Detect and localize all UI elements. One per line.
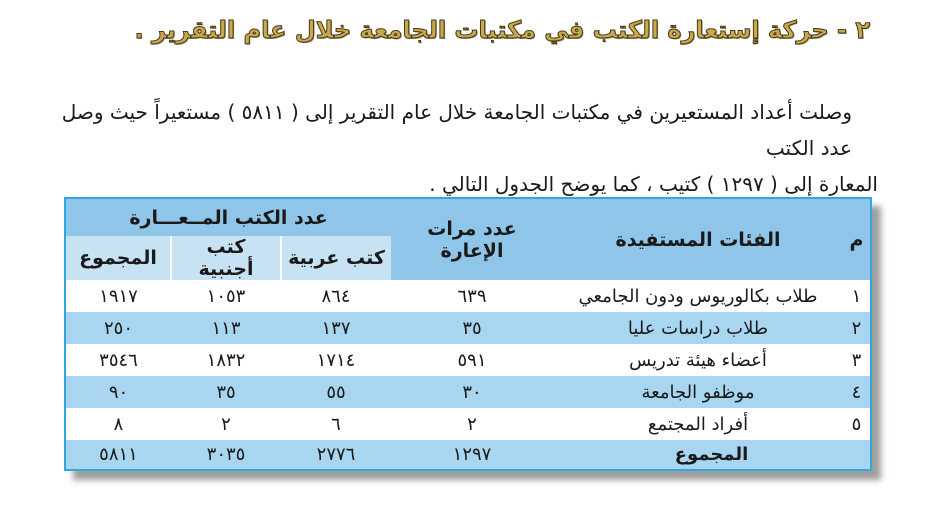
cell-arabic-books: ٥٥ xyxy=(281,376,391,408)
cell-foreign-books: ١١٣ xyxy=(171,312,281,344)
cell-total-label: المجموع xyxy=(553,440,871,470)
table-header xyxy=(65,198,871,280)
table-body xyxy=(65,280,871,470)
paragraph-line-2: المعارة إلى ( ١٢٩٧ ) كتيب ، كما يوضح الجدول التالي . xyxy=(429,172,878,196)
cell-loan-times-total: ١٢٩٧ xyxy=(391,440,553,470)
cell-category: طلاب بكالوريوس ودون الجامعي xyxy=(553,280,843,312)
header-total: المجموع xyxy=(65,236,171,280)
table-row xyxy=(65,280,871,312)
header-arabic-books: كتب عربية xyxy=(281,236,391,280)
table-row xyxy=(65,408,871,440)
section-heading: ٢ - حركة إستعارة الكتب في مكتبات الجامعة خلال عام التقرير . xyxy=(134,16,870,44)
header-row-top xyxy=(65,198,871,236)
table-row xyxy=(65,312,871,344)
cell-loan-times: ٦٣٩ xyxy=(391,280,553,312)
cell-total: ٣٥٤٦ xyxy=(65,344,171,376)
cell-serial: ٥ xyxy=(843,408,871,440)
cell-total: ٢٥٠ xyxy=(65,312,171,344)
cell-arabic-books: ٦ xyxy=(281,408,391,440)
header-category: الفئات المستفيدة xyxy=(553,198,843,280)
cell-category: طلاب دراسات عليا xyxy=(553,312,843,344)
cell-loan-times: ٢ xyxy=(391,408,553,440)
cell-foreign-books: ١٠٥٣ xyxy=(171,280,281,312)
header-loan-times: عدد مرات الإعارة xyxy=(391,198,553,280)
table-row xyxy=(65,344,871,376)
header-serial: م xyxy=(843,198,871,280)
cell-serial: ٣ xyxy=(843,344,871,376)
cell-loan-times: ٣٠ xyxy=(391,376,553,408)
borrowing-stats-table xyxy=(64,197,872,471)
cell-total: ١٩١٧ xyxy=(65,280,171,312)
cell-category: أعضاء هيئة تدريس xyxy=(553,344,843,376)
cell-total: ٩٠ xyxy=(65,376,171,408)
intro-paragraph xyxy=(48,94,878,202)
paragraph-line-1: وصلت أعداد المستعيرين في مكتبات الجامعة خلال عام التقرير إلى ( ٥٨١١ ) مستعيراً حيث وصل عدد الكتب xyxy=(61,100,852,160)
cell-foreign-books-total: ٣٠٣٥ xyxy=(171,440,281,470)
cell-grand-total: ٥٨١١ xyxy=(65,440,171,470)
cell-arabic-books: ٨٦٤ xyxy=(281,280,391,312)
cell-serial: ٤ xyxy=(843,376,871,408)
cell-foreign-books: ١٨٣٢ xyxy=(171,344,281,376)
cell-loan-times: ٥٩١ xyxy=(391,344,553,376)
cell-arabic-books: ١٧١٤ xyxy=(281,344,391,376)
cell-foreign-books: ٢ xyxy=(171,408,281,440)
table-total-row xyxy=(65,440,871,470)
cell-arabic-books-total: ٢٧٧٦ xyxy=(281,440,391,470)
cell-serial: ١ xyxy=(843,280,871,312)
cell-category: موظفو الجامعة xyxy=(553,376,843,408)
header-foreign-books: كتب أجنبية xyxy=(171,236,281,280)
cell-total: ٨ xyxy=(65,408,171,440)
cell-foreign-books: ٣٥ xyxy=(171,376,281,408)
header-loaned-books-group: عدد الكتب المــعـــارة xyxy=(65,198,391,236)
cell-serial: ٢ xyxy=(843,312,871,344)
cell-category: أفراد المجتمع xyxy=(553,408,843,440)
cell-loan-times: ٣٥ xyxy=(391,312,553,344)
cell-arabic-books: ١٣٧ xyxy=(281,312,391,344)
table-row xyxy=(65,376,871,408)
